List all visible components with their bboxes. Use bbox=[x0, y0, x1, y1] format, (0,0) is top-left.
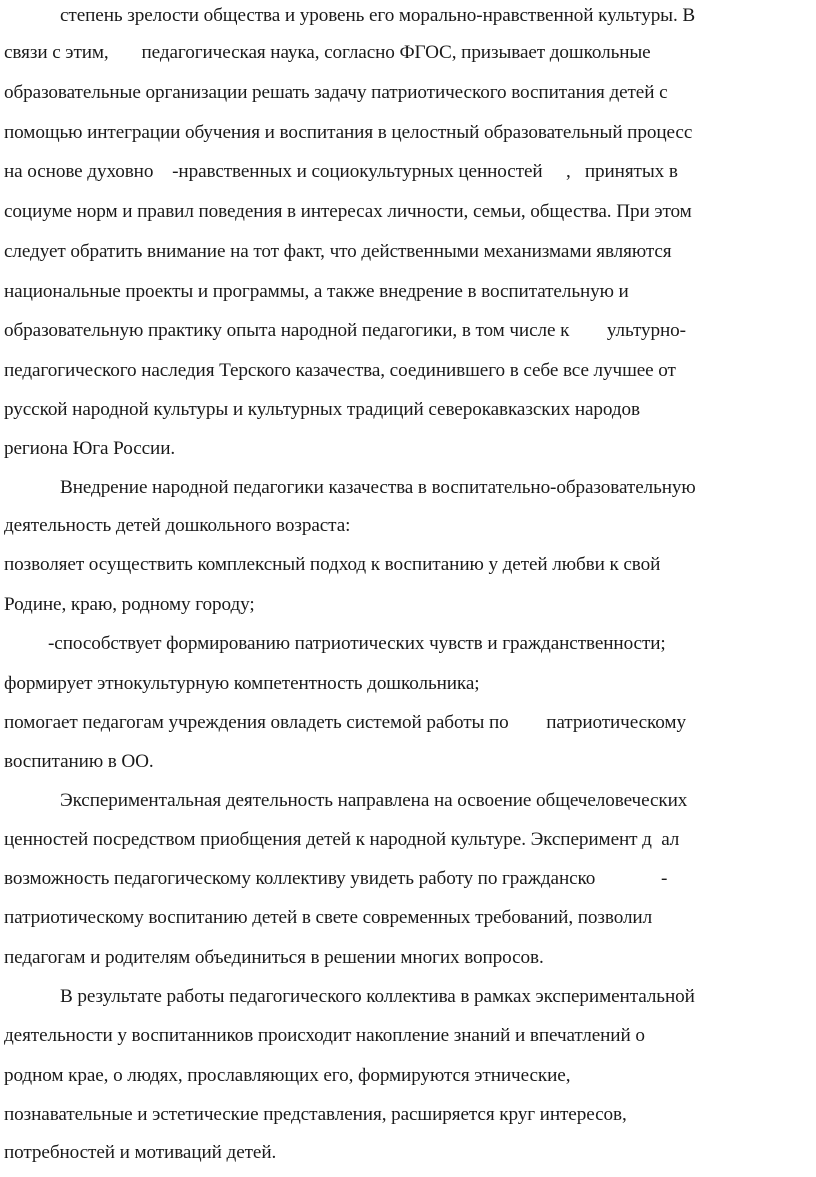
text-line: познавательные и эстетические представления, расширяется круг интересов, bbox=[4, 1104, 627, 1125]
text-line: -способствует формированию патриотических чувств и гражданственности; bbox=[48, 633, 666, 654]
text-line: Экспериментальная деятельность направлена на освоение общечеловеческих bbox=[60, 790, 688, 811]
text-line: деятельности у воспитанников происходит накопление знаний и впечатлений о bbox=[4, 1025, 645, 1046]
text-line: образовательные организации решать задачу патриотического воспитания детей с bbox=[4, 82, 668, 103]
text-line: педагогического наследия Терского казачества, соединившего в себе все лучшее от bbox=[4, 360, 676, 381]
text-line: Внедрение народной педагогики казачества в воспитательно-образовательную bbox=[60, 477, 696, 498]
text-line: В результате работы педагогического коллектива в рамках экспериментальной bbox=[60, 986, 695, 1007]
text-line: социуме норм и правил поведения в интересах личности, семьи, общества. При этом bbox=[4, 201, 692, 222]
text-line: на основе духовно -нравственных и социокультурных ценностей , принятых в bbox=[4, 161, 678, 182]
text-line: русской народной культуры и культурных традиций северокавказских народов bbox=[4, 399, 640, 420]
text-line: связи с этим, педагогическая наука, согласно ФГОС, призывает дошкольные bbox=[4, 42, 651, 63]
text-line: Родине, краю, родному городу; bbox=[4, 594, 255, 615]
text-line: деятельность детей дошкольного возраста: bbox=[4, 515, 351, 536]
text-line: позволяет осуществить комплексный подход к воспитанию у детей любви к свой bbox=[4, 554, 661, 575]
text-line: степень зрелости общества и уровень его морально-нравственной культуры. В bbox=[60, 5, 696, 26]
text-line: следует обратить внимание на тот факт, что действенными механизмами являются bbox=[4, 241, 672, 262]
text-line: помогает педагогам учреждения овладеть системой работы по патриотическому bbox=[4, 712, 686, 733]
text-line: формирует этнокультурную компетентность дошкольника; bbox=[4, 673, 480, 694]
text-line: родном крае, о людях, прославляющих его, формируются этнические, bbox=[4, 1065, 571, 1086]
text-line: потребностей и мотиваций детей. bbox=[4, 1142, 277, 1163]
text-line: региона Юга России. bbox=[4, 438, 176, 459]
text-line: ценностей посредством приобщения детей к народной культуре. Эксперимент д ал bbox=[4, 829, 680, 850]
text-line: национальные проекты и программы, а также внедрение в воспитательную и bbox=[4, 281, 629, 302]
text-line: помощью интеграции обучения и воспитания в целостный образовательный процесс bbox=[4, 122, 693, 143]
text-line: педагогам и родителям объединиться в решении многих вопросов. bbox=[4, 947, 544, 968]
text-line: воспитанию в ОО. bbox=[4, 751, 154, 772]
text-line: образовательную практику опыта народной педагогики, в том числе к ультурно- bbox=[4, 320, 686, 341]
text-line: патриотическому воспитанию детей в свете современных требований, позволил bbox=[4, 907, 653, 928]
text-line: возможность педагогическому коллективу увидеть работу по гражданско - bbox=[4, 868, 668, 889]
